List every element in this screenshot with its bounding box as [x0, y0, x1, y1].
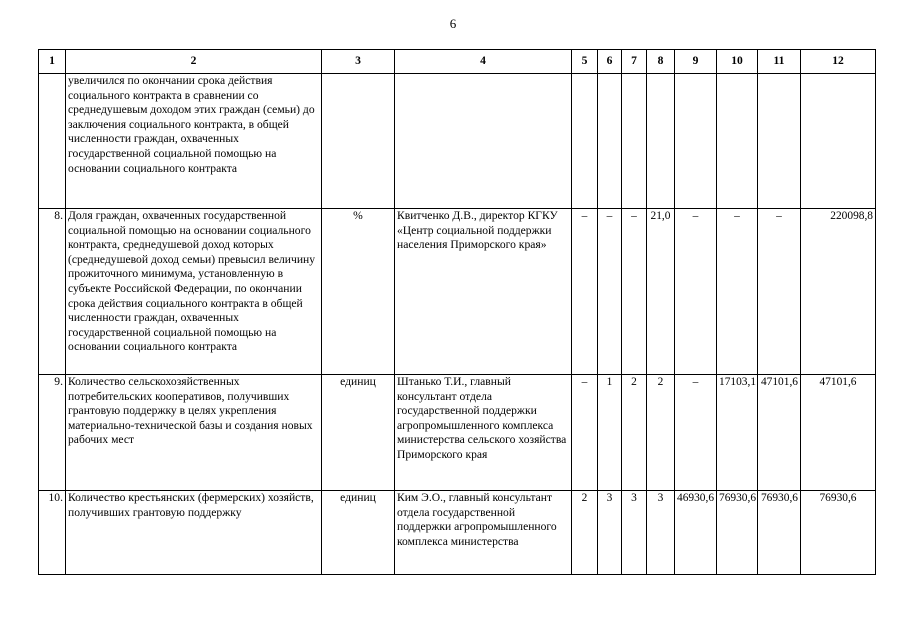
responsible-cell — [395, 74, 572, 209]
value-cell: 21,0 — [647, 209, 675, 375]
table-row — [39, 209, 876, 375]
indicators-table — [38, 49, 876, 575]
responsible-cell: Ким Э.О., главный консультант отдела государственной поддержки агропромышленного комплекса министерства — [395, 491, 572, 575]
value-cell — [717, 74, 758, 209]
value-cell: 2 — [572, 491, 598, 575]
indicator-description: Доля граждан, охваченных государственной социальной помощью на основании социального контракта, среднедушевой доход которых (среднедушевой доход семьи) превысил величину прожиточного минимума, установленную в субъекте Российской Федерации, по окончании срока действия социального контракта в общей численности граждан, охваченных государственной социальной помощью на основании социального контракта — [66, 209, 322, 375]
unit-cell — [322, 74, 395, 209]
column-header: 3 — [322, 50, 395, 74]
value-cell: 76930,6 — [717, 491, 758, 575]
indicator-description: Количество крестьянских (фермерских) хозяйств, получивших грантовую поддержку — [66, 491, 322, 575]
value-cell: – — [717, 209, 758, 375]
value-cell: 220098,8 — [801, 209, 876, 375]
column-header: 10 — [717, 50, 758, 74]
value-cell: – — [572, 375, 598, 491]
value-cell: – — [758, 209, 801, 375]
value-cell — [801, 74, 876, 209]
column-header: 6 — [598, 50, 622, 74]
header-row — [39, 50, 876, 74]
column-header: 9 — [675, 50, 717, 74]
table-row — [39, 491, 876, 575]
value-cell: 2 — [647, 375, 675, 491]
row-number: 8. — [39, 209, 66, 375]
page-number: 6 — [449, 16, 457, 31]
column-header: 5 — [572, 50, 598, 74]
responsible-cell: Квитченко Д.В., директор КГКУ «Центр социальной поддержки населения Приморского края» — [395, 209, 572, 375]
value-cell — [572, 74, 598, 209]
value-cell: – — [598, 209, 622, 375]
value-cell: – — [622, 209, 647, 375]
column-header: 11 — [758, 50, 801, 74]
value-cell — [647, 74, 675, 209]
value-cell: – — [675, 375, 717, 491]
indicator-description: Количество сельскохозяйственных потребительских кооперативов, получивших грантовую поддержку в целях укрепления материально-технической базы и создания новых рабочих мест — [66, 375, 322, 491]
table-row — [39, 375, 876, 491]
unit-cell: % — [322, 209, 395, 375]
column-header: 8 — [647, 50, 675, 74]
value-cell — [675, 74, 717, 209]
responsible-cell: Штанько Т.И., главный консультант отдела государственной поддержки агропромышленного комплекса министерства сельского хозяйства Приморского края — [395, 375, 572, 491]
column-header: 12 — [801, 50, 876, 74]
table-row — [39, 74, 876, 209]
unit-cell: единиц — [322, 491, 395, 575]
value-cell: 3 — [598, 491, 622, 575]
value-cell — [758, 74, 801, 209]
value-cell: 3 — [647, 491, 675, 575]
value-cell: 2 — [622, 375, 647, 491]
value-cell: 3 — [622, 491, 647, 575]
value-cell: 47101,6 — [758, 375, 801, 491]
column-header: 4 — [395, 50, 572, 74]
value-cell: – — [572, 209, 598, 375]
value-cell: 76930,6 — [801, 491, 876, 575]
column-header: 2 — [66, 50, 322, 74]
value-cell: 46930,6 — [675, 491, 717, 575]
column-header: 7 — [622, 50, 647, 74]
value-cell: 47101,6 — [801, 375, 876, 491]
unit-cell: единиц — [322, 375, 395, 491]
column-header: 1 — [39, 50, 66, 74]
value-cell: 1 — [598, 375, 622, 491]
value-cell: 17103,1 — [717, 375, 758, 491]
row-number: 9. — [39, 375, 66, 491]
row-number — [39, 74, 66, 209]
value-cell — [622, 74, 647, 209]
value-cell: 76930,6 — [758, 491, 801, 575]
value-cell: – — [675, 209, 717, 375]
indicator-description: увеличился по окончании срока действия социального контракта в сравнении со среднедушевым доходом этих граждан (семьи) до заключения социального контракта, в общей численности граждан, охваченных государственной социальной помощью на основании социального контракта — [66, 74, 322, 209]
row-number: 10. — [39, 491, 66, 575]
value-cell — [598, 74, 622, 209]
